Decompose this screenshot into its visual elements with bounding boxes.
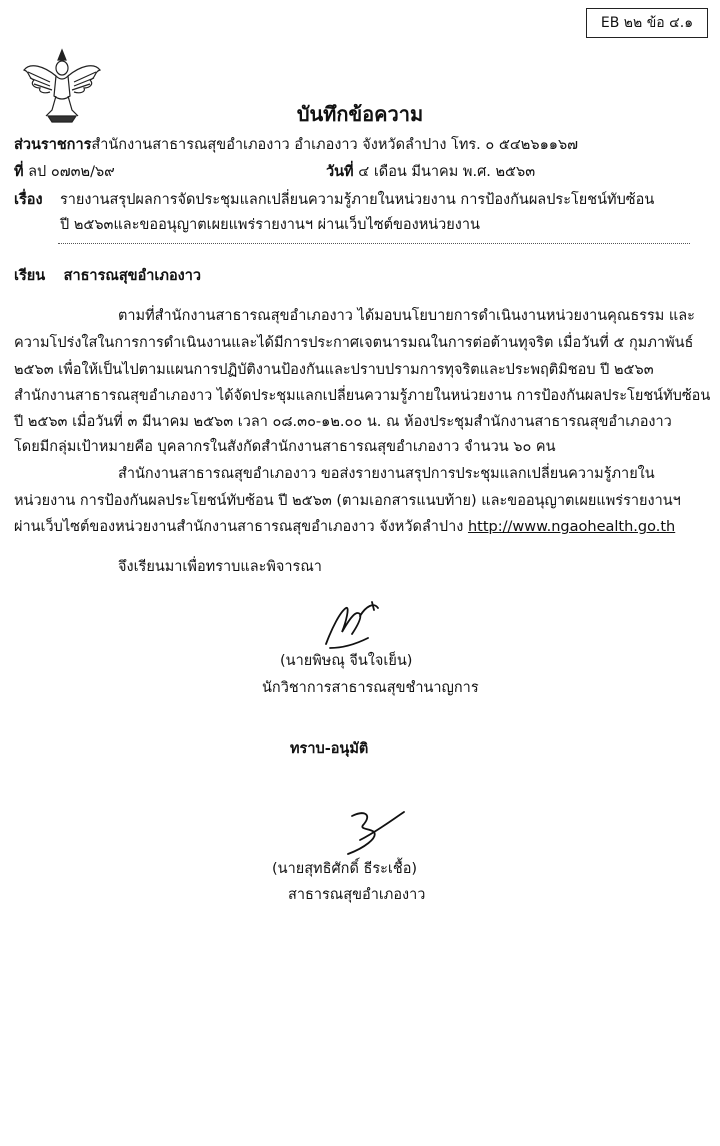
signer-2-position: สาธารณสุขอำเภองาว	[288, 887, 426, 903]
body-line-with-link	[14, 516, 675, 538]
signer-1-position: นักวิชาการสาธารณสุขชำนาญการ	[262, 680, 479, 696]
signer-2-name: (นายสุทธิศักดิ์ ธีระเชื้อ)	[272, 861, 418, 877]
date-label: วันที่	[326, 164, 354, 180]
subject-line-1: รายงานสรุปผลการจัดประชุมแลกเปลี่ยนความรู้ภายในหน่วยงาน การป้องกันผลประโยชน์ทับซ้อน	[60, 192, 655, 208]
body-line-text: ผ่านเว็บไซต์ของหน่วยงานสำนักงานสาธารณสุขอำเภองาว จังหวัดลำปาง	[14, 519, 468, 535]
agency-row	[14, 134, 578, 156]
subject-label: เรื่อง	[14, 192, 43, 208]
subject-label-wrap	[14, 189, 43, 211]
body-line: สำนักงานสาธารณสุขอำเภองาว ได้จัดประชุมแลกเปลี่ยนความรู้ภายในหน่วยงาน การป้องกันผลประโยชน์ทับซ้อน	[14, 388, 711, 404]
reference-code-box: EB ๒๒ ข้อ ๔.๑	[586, 8, 708, 38]
approval-label: ทราบ-อนุมัติ	[290, 741, 369, 757]
body-line: ปี ๒๕๖๓ เมื่อวันที่ ๓ มีนาคม ๒๕๖๓ เวลา ๐๘.๓๐-๑๒.๐๐ น. ณ ห้องประชุมสำนักงานสาธารณสุขอำเภองาว	[14, 414, 672, 430]
doc-number-label: ที่	[14, 164, 24, 180]
doc-number-row	[14, 161, 115, 183]
agency-label: ส่วนราชการ	[14, 137, 92, 153]
signer-1-name: (นายพิษณุ จีนใจเย็น)	[280, 653, 413, 669]
salutation-value: สาธารณสุขอำเภองาว	[63, 268, 202, 284]
body-line: โดยมีกลุ่มเป้าหมายคือ บุคลากรในสังกัดสำนักงานสาธารณสุขอำเภองาว จำนวน ๖๐ คน	[14, 439, 556, 455]
website-link[interactable]: http://www.ngaohealth.go.th	[467, 519, 676, 535]
body-line: สำนักงานสาธารณสุขอำเภองาว ขอส่งรายงานสรุปการประชุมแลกเปลี่ยนความรู้ภายใน	[118, 466, 655, 482]
body-line: ตามที่สำนักงานสาธารณสุขอำเภองาว ได้มอบนโยบายการดำเนินงานหน่วยงานคุณธรรม และ	[118, 308, 695, 324]
date-value: ๔ เดือน มีนาคม พ.ศ. ๒๕๖๓	[358, 164, 536, 180]
subject-line-2: ปี ๒๕๖๓และขออนุญาตเผยแพร่รายงานฯ ผ่านเว็บไซต์ของหน่วยงาน	[60, 217, 480, 233]
agency-value: สำนักงานสาธารณสุขอำเภองาว อำเภองาว จังหวัดลำปาง โทร. ๐ ๕๔๒๖๑๑๖๗	[91, 137, 579, 153]
date-row	[326, 161, 535, 183]
salutation-label: เรียน	[14, 268, 46, 284]
salutation-row	[14, 265, 201, 287]
signature-1-icon	[316, 598, 396, 654]
closing-line: จึงเรียนมาเพื่อทราบและพิจารณา	[118, 559, 322, 575]
doc-number-value: ลป ๐๗๓๒/๖๙	[28, 164, 115, 180]
signature-2-icon	[330, 806, 410, 862]
header-divider	[58, 243, 690, 244]
body-line: ๒๕๖๓ เพื่อให้เป็นไปตามแผนการปฏิบัติงานป้องกันและปราบปรามการทุจริตและประพฤติมิชอบ ปี ๒๕๖๓	[14, 362, 654, 378]
memo-title: บันทึกข้อความ	[296, 102, 424, 126]
body-line: หน่วยงาน การป้องกันผลประโยชน์ทับซ้อน ปี ๒๕๖๓ (ตามเอกสารแนบท้าย) และขออนุญาตเผยแพร่รายงานฯ	[14, 493, 681, 509]
body-line: ความโปร่งใสในการการดำเนินงานและได้มีการประกาศเจตนารมณในการต่อต้านทุจริต เมื่อวันที่ ๕ กุมภาพันธ์	[14, 335, 694, 351]
